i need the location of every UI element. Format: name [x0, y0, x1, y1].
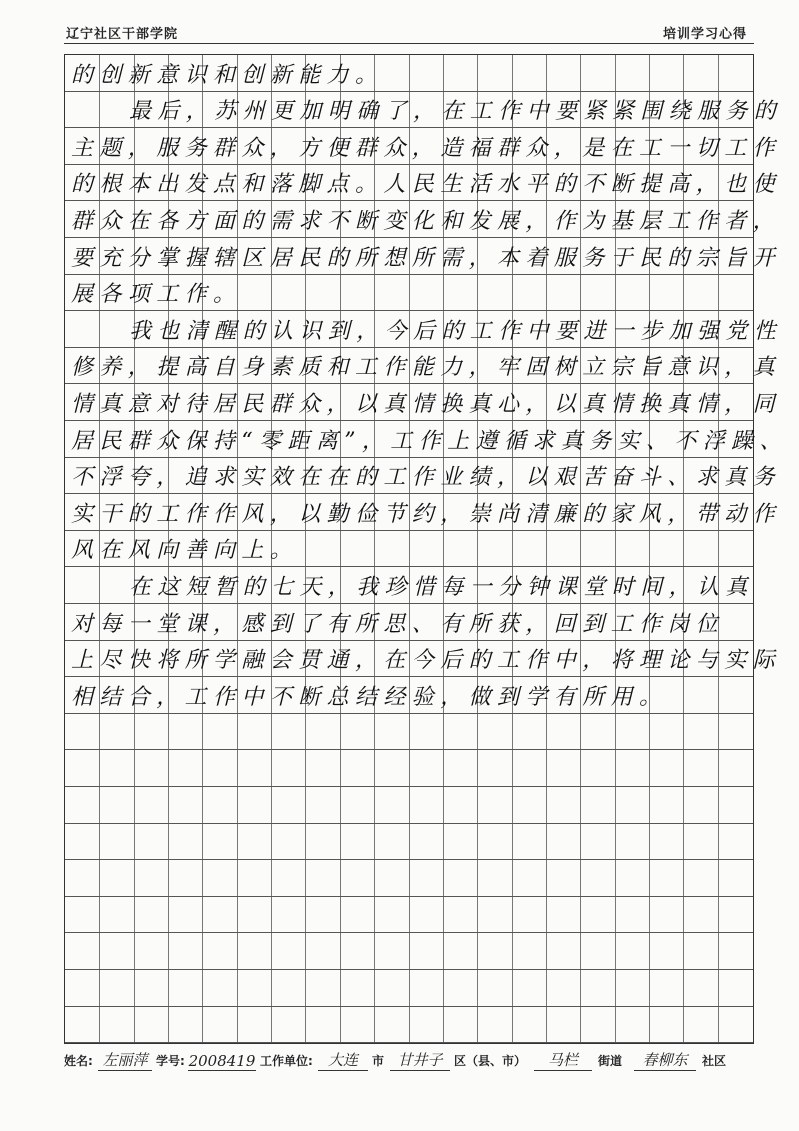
grid-cell-divider [546, 970, 547, 1006]
grid-cell-divider [580, 860, 581, 896]
grid-cell-divider [99, 824, 100, 860]
institution-name: 辽宁社区干部学院 [66, 27, 179, 42]
grid-cell-divider [340, 824, 341, 860]
grid-row [65, 55, 753, 92]
grid-cell-divider [305, 714, 306, 750]
grid-cell-divider [134, 970, 135, 1006]
grid-cell-divider [99, 714, 100, 750]
grid-cell-divider [683, 750, 684, 786]
grid-cell-divider [374, 860, 375, 896]
grid-cell-divider [649, 824, 650, 860]
grid-row [65, 128, 782, 165]
grid-cell-divider [649, 897, 650, 933]
grid-cell-divider [546, 531, 547, 567]
grid-cell-divider [202, 824, 203, 860]
writing-grid [64, 54, 788, 1044]
grid-cell-divider [340, 787, 341, 823]
grid-row [65, 384, 782, 421]
grid-cell-divider [683, 677, 684, 713]
grid-cell-divider [134, 1007, 135, 1043]
grid-cell-divider [168, 824, 169, 860]
grid-cell-divider [546, 933, 547, 969]
grid-cell-divider [202, 933, 203, 969]
grid-cell-divider [202, 714, 203, 750]
grid-cell-divider [409, 787, 410, 823]
handwritten-line: 风在风向善向上。 [71, 538, 299, 564]
grid-cell-divider [718, 1007, 719, 1043]
grid-cell-divider [512, 824, 513, 860]
grid-cell-divider [580, 55, 581, 91]
district-label: 区（县、市） [454, 1054, 527, 1068]
city-value: 大连 [318, 1049, 368, 1071]
grid-cell-divider [271, 860, 272, 896]
grid-cell-divider [718, 531, 719, 567]
grid-cell-divider [134, 714, 135, 750]
handwritten-line: 修养，提高自身素质和工作能力，牢固树立宗旨意识，真 [71, 355, 782, 381]
handwritten-line: 的根本出发点和落脚点。人民生活水平的不断提高，也使 [71, 172, 782, 198]
grid-cell-divider [580, 714, 581, 750]
grid-row [65, 641, 782, 678]
student-id-label: 学号: [156, 1054, 185, 1068]
grid-cell-divider [202, 970, 203, 1006]
grid-cell-divider [237, 787, 238, 823]
grid-cell-divider [615, 970, 616, 1006]
grid-cell-divider [683, 860, 684, 896]
grid-cell-divider [615, 824, 616, 860]
grid-cell-divider [718, 860, 719, 896]
grid-cell-divider [271, 275, 272, 311]
grid-cell-divider [512, 860, 513, 896]
grid-cell-divider [99, 1007, 100, 1043]
grid-cell-divider [546, 750, 547, 786]
grid-cell-divider [374, 531, 375, 567]
grid-cell-divider [305, 824, 306, 860]
grid-cell-divider [305, 970, 306, 1006]
grid-cell-divider [580, 787, 581, 823]
grid-cell-divider [546, 55, 547, 91]
grid-cell-divider [168, 714, 169, 750]
grid-cell-divider [374, 1007, 375, 1043]
grid-cell-divider [305, 750, 306, 786]
grid-cell-divider [168, 1007, 169, 1043]
grid-cell-divider [615, 531, 616, 567]
grid-cell-divider [615, 55, 616, 91]
grid-cell-divider [168, 787, 169, 823]
grid-cell-divider [374, 824, 375, 860]
grid-cell-divider [340, 275, 341, 311]
grid-cell-divider [340, 750, 341, 786]
handwritten-line: 不浮夸，追求实效在在的工作业绩，以艰苦奋斗、求真务 [71, 465, 782, 491]
grid-cell-divider [409, 55, 410, 91]
grid-cell-divider [409, 531, 410, 567]
grid-cell-divider [443, 824, 444, 860]
grid-cell-divider [443, 714, 444, 750]
grid-cell-divider [374, 787, 375, 823]
grid-cell-divider [477, 787, 478, 823]
grid-cell-divider [683, 933, 684, 969]
grid-row [65, 238, 782, 275]
grid-row [65, 1007, 753, 1044]
grid-row [65, 201, 782, 238]
grid-cell-divider [615, 897, 616, 933]
grid-cell-divider [683, 531, 684, 567]
grid-cell-divider [443, 1007, 444, 1043]
grid-cell-divider [305, 787, 306, 823]
grid-cell-divider [168, 750, 169, 786]
grid-cell-divider [546, 714, 547, 750]
grid-cell-divider [615, 714, 616, 750]
grid-cell-divider [168, 970, 169, 1006]
grid-cell-divider [409, 714, 410, 750]
grid-row [65, 824, 753, 861]
grid-cell-divider [340, 1007, 341, 1043]
grid-cell-divider [683, 275, 684, 311]
handwritten-line: 主题，服务群众，方便群众，造福群众，是在工一切工作 [71, 135, 782, 161]
grid-cell-divider [512, 55, 513, 91]
grid-cell-divider [683, 824, 684, 860]
grid-cell-divider [477, 275, 478, 311]
grid-cell-divider [305, 531, 306, 567]
grid-cell-divider [340, 897, 341, 933]
grid-cell-divider [409, 970, 410, 1006]
grid-cell-divider [546, 824, 547, 860]
grid-cell-divider [477, 897, 478, 933]
grid-cell-divider [99, 860, 100, 896]
handwritten-line: 相结合，工作中不断总结经验，做到学有所用。 [71, 684, 668, 710]
grid-cell-divider [443, 860, 444, 896]
grid-cell-divider [718, 970, 719, 1006]
community-label: 社区 [702, 1054, 727, 1068]
grid-cell-divider [271, 933, 272, 969]
grid-cell-divider [615, 787, 616, 823]
grid-cell-divider [512, 897, 513, 933]
street-value: 马栏 [534, 1049, 592, 1071]
grid-row [65, 92, 783, 129]
grid-cell-divider [168, 933, 169, 969]
grid-cell-divider [649, 1007, 650, 1043]
handwritten-line: 最后，苏州更加明确了，在工作中要紧紧围绕服务的 [129, 99, 783, 125]
grid-cell-divider [546, 860, 547, 896]
grid-cell-divider [718, 897, 719, 933]
grid-cell-divider [477, 531, 478, 567]
grid-cell-divider [374, 714, 375, 750]
grid-cell-divider [649, 275, 650, 311]
grid-cell-divider [134, 750, 135, 786]
grid-cell-divider [99, 933, 100, 969]
header-divider [64, 43, 754, 44]
grid-cell-divider [477, 933, 478, 969]
grid-cell-divider [512, 275, 513, 311]
grid-cell-divider [718, 933, 719, 969]
handwritten-line: 群众在各方面的需求不断变化和发展，作为基层工作者， [71, 208, 782, 234]
grid-row [65, 421, 788, 458]
grid-row [65, 165, 782, 202]
grid-cell-divider [202, 860, 203, 896]
grid-cell-divider [134, 787, 135, 823]
grid-cell-divider [649, 970, 650, 1006]
grid-row [65, 311, 783, 348]
grid-cell-divider [443, 531, 444, 567]
grid-row [65, 860, 753, 897]
handwritten-line: 我也清醒的认识到，今后的工作中要进一步加强党性 [129, 318, 783, 344]
grid-cell-divider [134, 933, 135, 969]
grid-cell-divider [168, 897, 169, 933]
grid-cell-divider [683, 897, 684, 933]
grid-cell-divider [99, 92, 100, 128]
grid-cell-divider [409, 933, 410, 969]
city-label: 市 [372, 1054, 385, 1068]
grid-cell-divider [271, 787, 272, 823]
grid-cell-divider [477, 714, 478, 750]
grid-cell-divider [134, 860, 135, 896]
grid-cell-divider [615, 860, 616, 896]
grid-row [65, 714, 753, 751]
grid-cell-divider [683, 714, 684, 750]
handwritten-line: 在这短暂的七天，我珍惜每一分钟课堂时间，认真 [129, 574, 754, 600]
grid-cell-divider [374, 970, 375, 1006]
grid-cell-divider [477, 1007, 478, 1043]
grid-cell-divider [512, 1007, 513, 1043]
grid-cell-divider [409, 860, 410, 896]
handwritten-line: 实干的工作作风，以勤俭节约，崇尚清廉的家风，带动作 [71, 501, 782, 527]
grid-cell-divider [580, 750, 581, 786]
grid-cell-divider [477, 750, 478, 786]
grid-cell-divider [271, 750, 272, 786]
handwritten-line: 上尽快将所学融会贯通，在今后的工作中，将理论与实际 [71, 648, 782, 674]
grid-cell-divider [340, 860, 341, 896]
grid-cell-divider [202, 1007, 203, 1043]
grid-cell-divider [409, 275, 410, 311]
grid-cell-divider [409, 750, 410, 786]
grid-cell-divider [443, 750, 444, 786]
grid-row [65, 567, 753, 604]
grid-cell-divider [237, 714, 238, 750]
handwritten-line: 对每一堂课，感到了有所思、有所获，回到工作岗位 [71, 611, 725, 637]
grid-cell-divider [580, 531, 581, 567]
grid-cell-divider [615, 750, 616, 786]
grid-cell-divider [683, 787, 684, 823]
grid-cell-divider [649, 787, 650, 823]
grid-cell-divider [340, 933, 341, 969]
grid-cell-divider [546, 897, 547, 933]
grid-cell-divider [168, 860, 169, 896]
grid-cell-divider [443, 275, 444, 311]
name-value: 左丽萍 [98, 1049, 152, 1071]
grid-cell-divider [512, 531, 513, 567]
grid-cell-divider [615, 933, 616, 969]
grid-row [65, 897, 753, 934]
grid-cell-divider [477, 824, 478, 860]
grid-cell-divider [134, 897, 135, 933]
grid-cell-divider [99, 567, 100, 603]
grid-cell-divider [512, 714, 513, 750]
grid-cell-divider [271, 824, 272, 860]
grid-cell-divider [271, 970, 272, 1006]
grid-cell-divider [649, 531, 650, 567]
document-title: 培训学习心得 [662, 27, 747, 42]
grid-cell-divider [374, 897, 375, 933]
street-label: 街道 [598, 1054, 623, 1068]
grid-cell-divider [305, 275, 306, 311]
grid-cell-divider [512, 933, 513, 969]
grid-cell-divider [99, 311, 100, 347]
grid-cell-divider [443, 970, 444, 1006]
grid-cell-divider [134, 824, 135, 860]
grid-cell-divider [305, 860, 306, 896]
grid-cell-divider [271, 1007, 272, 1043]
grid-cell-divider [305, 897, 306, 933]
grid-cell-divider [99, 787, 100, 823]
grid-cell-divider [718, 275, 719, 311]
grid-cell-divider [271, 714, 272, 750]
footer-info [64, 1048, 754, 1072]
grid-cell-divider [546, 787, 547, 823]
grid-cell-divider [649, 860, 650, 896]
grid-row [65, 348, 782, 385]
district-value: 甘井子 [390, 1049, 450, 1071]
grid-cell-divider [580, 1007, 581, 1043]
grid-cell-divider [580, 970, 581, 1006]
grid-row [65, 677, 753, 714]
grid-cell-divider [237, 860, 238, 896]
grid-cell-divider [718, 824, 719, 860]
grid-cell-divider [477, 970, 478, 1006]
handwritten-line: 展各项工作。 [71, 282, 242, 308]
grid-row [65, 604, 753, 641]
grid-cell-divider [718, 750, 719, 786]
grid-cell-divider [443, 787, 444, 823]
grid-cell-divider [340, 714, 341, 750]
grid-cell-divider [477, 55, 478, 91]
grid-cell-divider [374, 750, 375, 786]
grid-cell-divider [649, 750, 650, 786]
grid-row [65, 750, 753, 787]
grid-cell-divider [649, 55, 650, 91]
grid-cell-divider [99, 750, 100, 786]
grid-cell-divider [615, 1007, 616, 1043]
grid-cell-divider [683, 1007, 684, 1043]
grid-cell-divider [202, 750, 203, 786]
name-label: 姓名: [64, 1054, 93, 1068]
grid-cell-divider [374, 933, 375, 969]
grid-cell-divider [615, 275, 616, 311]
grid-cell-divider [237, 750, 238, 786]
grid-cell-divider [443, 897, 444, 933]
grid-cell-divider [409, 1007, 410, 1043]
grid-row [65, 787, 753, 824]
grid-cell-divider [340, 531, 341, 567]
handwritten-line: 居民群众保持“零距离”，工作上遵循求真务实、不浮躁、 [71, 428, 788, 454]
grid-cell-divider [340, 970, 341, 1006]
grid-cell-divider [546, 275, 547, 311]
grid-cell-divider [99, 970, 100, 1006]
grid-cell-divider [546, 1007, 547, 1043]
handwritten-line: 的创新意识和创新能力。 [71, 62, 384, 88]
grid-cell-divider [512, 787, 513, 823]
grid-cell-divider [237, 897, 238, 933]
grid-cell-divider [718, 55, 719, 91]
grid-cell-divider [237, 970, 238, 1006]
grid-cell-divider [649, 714, 650, 750]
grid-cell-divider [409, 824, 410, 860]
grid-cell-divider [580, 275, 581, 311]
grid-cell-divider [580, 897, 581, 933]
grid-cell-divider [718, 677, 719, 713]
grid-cell-divider [237, 824, 238, 860]
handwritten-line: 情真意对待居民群众，以真情换真心，以真情换真情，同 [71, 391, 782, 417]
grid-cell-divider [271, 897, 272, 933]
grid-row [65, 458, 782, 495]
grid-cell-divider [237, 933, 238, 969]
grid-cell-divider [580, 933, 581, 969]
grid-cell-divider [718, 787, 719, 823]
grid-cell-divider [477, 860, 478, 896]
grid-cell-divider [305, 1007, 306, 1043]
grid-cell-divider [683, 970, 684, 1006]
grid-cell-divider [443, 933, 444, 969]
student-id-value: 2008419 [188, 1052, 256, 1070]
grid-cell-divider [512, 750, 513, 786]
grid-cell-divider [649, 933, 650, 969]
grid-cell-divider [409, 897, 410, 933]
grid-cell-divider [683, 55, 684, 91]
grid-cell-divider [443, 55, 444, 91]
work-unit-label: 工作单位: [260, 1054, 313, 1068]
handwritten-line: 要充分掌握辖区居民的所想所需，本着服务于民的宗旨开 [71, 245, 782, 271]
grid-row [65, 275, 753, 312]
grid-cell-divider [374, 275, 375, 311]
grid-cell-divider [512, 970, 513, 1006]
grid-row [65, 970, 753, 1007]
grid-cell-divider [99, 897, 100, 933]
grid-cell-divider [580, 824, 581, 860]
grid-cell-divider [202, 897, 203, 933]
grid-row [65, 531, 753, 568]
community-value: 春柳东 [634, 1049, 696, 1071]
grid-row [65, 494, 782, 531]
grid-cell-divider [305, 933, 306, 969]
grid-cell-divider [202, 787, 203, 823]
grid-cell-divider [718, 714, 719, 750]
grid-cell-divider [237, 1007, 238, 1043]
grid-row [65, 933, 753, 970]
